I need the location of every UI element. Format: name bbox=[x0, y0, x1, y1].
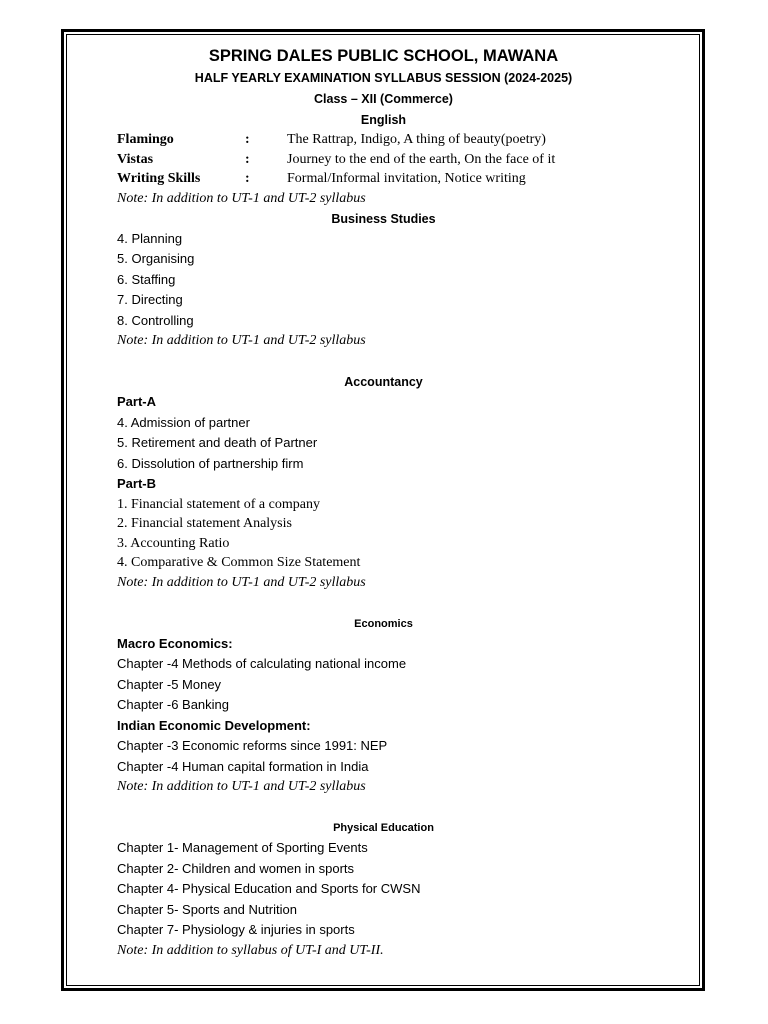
business-note: Note: In addition to UT-1 and UT-2 syllabus bbox=[117, 333, 366, 348]
english-row bbox=[117, 150, 687, 170]
english-row bbox=[117, 130, 687, 150]
accountancy-item: 2. Financial statement Analysis bbox=[117, 516, 292, 531]
business-item: 7. Directing bbox=[117, 292, 183, 307]
english-book: Writing Skills bbox=[117, 171, 201, 186]
economics-item: Chapter -5 Money bbox=[117, 676, 222, 692]
economics-item: Chapter -3 Economic reforms since 1991: NEP bbox=[117, 738, 388, 753]
pe-heading: Physical Education bbox=[333, 822, 434, 834]
pe-item: Chapter 2- Children and women in sports bbox=[117, 860, 355, 876]
pe-item: Chapter 7- Physiology & injuries in sports bbox=[117, 922, 355, 937]
pe-item: Chapter 4- Physical Education and Sports for CWSN bbox=[117, 881, 421, 896]
business-item: 6. Staffing bbox=[117, 271, 176, 287]
pe-item: Chapter 5- Sports and Nutrition bbox=[117, 901, 297, 917]
economics-item: Chapter -4 Methods of calculating national income bbox=[117, 656, 407, 671]
accountancy-item: 1. Financial statement of a company bbox=[117, 496, 320, 512]
english-content: Journey to the end of the earth, On the face of it bbox=[287, 151, 556, 167]
pe-item: Chapter 1- Management of Sporting Events bbox=[117, 840, 368, 855]
accountancy-note: Note: In addition to UT-1 and UT-2 syllabus bbox=[117, 574, 366, 590]
business-item: 8. Controlling bbox=[117, 312, 194, 328]
spacer bbox=[117, 797, 687, 818]
accountancy-item: 5. Retirement and death of Partner bbox=[117, 435, 318, 450]
english-sep: : bbox=[245, 171, 250, 186]
accountancy-heading: Accountancy bbox=[344, 375, 423, 389]
part-b-label: Part-B bbox=[117, 476, 157, 491]
macro-label: Macro Economics: bbox=[117, 635, 233, 651]
part-a-label: Part-A bbox=[117, 394, 157, 409]
class-title: Class – XII (Commerce) bbox=[314, 92, 453, 106]
accountancy-item: 6. Dissolution of partnership firm bbox=[117, 455, 304, 471]
ied-label: Indian Economic Development: bbox=[117, 717, 311, 733]
english-content: Formal/Informal invitation, Notice writing bbox=[287, 171, 526, 186]
english-row bbox=[117, 169, 687, 189]
spacer bbox=[117, 351, 687, 372]
accountancy-item: 3. Accounting Ratio bbox=[117, 535, 230, 551]
spacer bbox=[117, 593, 687, 614]
english-book: Flamingo bbox=[117, 132, 174, 147]
english-content: The Rattrap, Indigo, A thing of beauty(poetry) bbox=[287, 132, 546, 147]
english-book: Vistas bbox=[117, 151, 154, 167]
syllabus-document bbox=[117, 44, 687, 961]
school-name: SPRING DALES PUBLIC SCHOOL, MAWANA bbox=[208, 47, 559, 65]
economics-note: Note: In addition to UT-1 and UT-2 syllabus bbox=[117, 779, 366, 794]
economics-item: Chapter -4 Human capital formation in India bbox=[117, 758, 369, 774]
english-heading: English bbox=[360, 113, 407, 127]
business-item: 4. Planning bbox=[117, 230, 183, 246]
pe-note: Note: In addition to syllabus of UT-I and UT-II. bbox=[117, 942, 384, 958]
accountancy-item: 4. Comparative & Common Size Statement bbox=[117, 555, 361, 570]
accountancy-item: 4. Admission of partner bbox=[117, 414, 250, 430]
english-sep: : bbox=[245, 151, 250, 167]
english-sep: : bbox=[245, 132, 250, 147]
exam-title: HALF YEARLY EXAMINATION SYLLABUS SESSION (2024-2025) bbox=[194, 71, 573, 85]
economics-item: Chapter -6 Banking bbox=[117, 697, 230, 712]
english-note: Note: In addition to UT-1 and UT-2 syllabus bbox=[117, 190, 366, 206]
economics-heading: Economics bbox=[354, 617, 413, 630]
business-heading: Business Studies bbox=[331, 211, 436, 226]
business-item: 5. Organising bbox=[117, 251, 195, 266]
